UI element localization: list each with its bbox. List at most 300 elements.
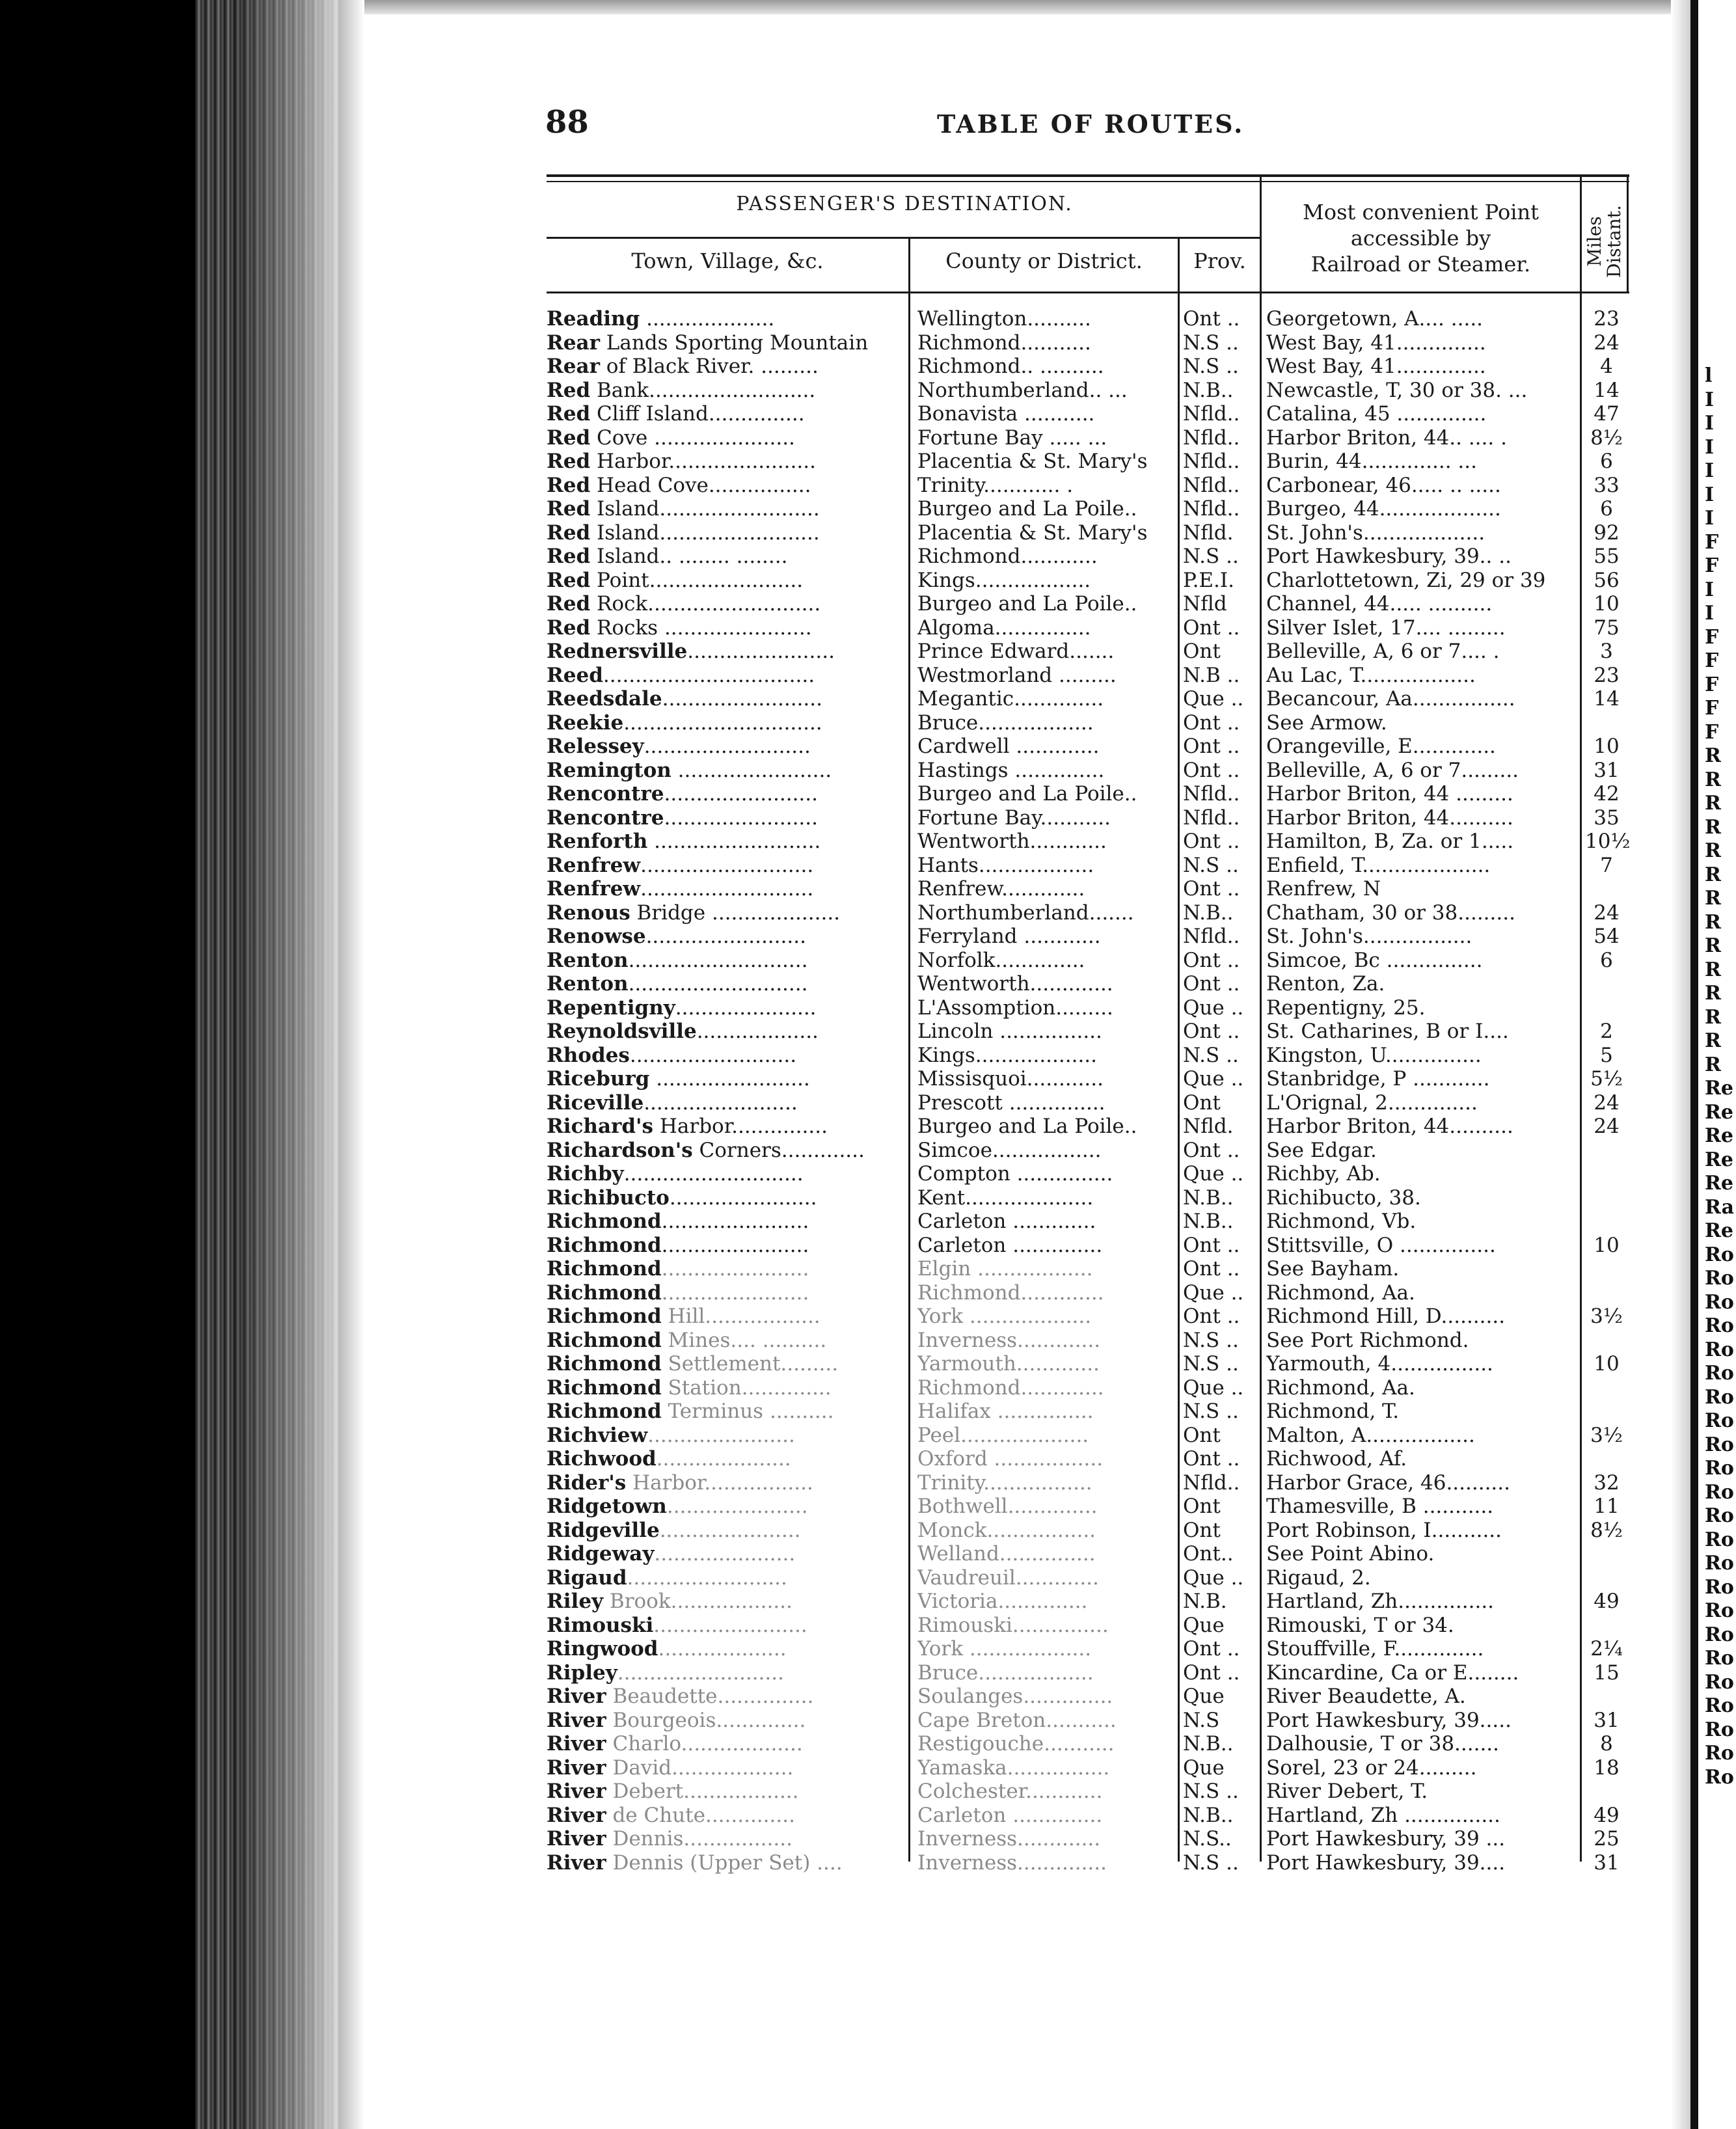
town-cell (547, 545, 908, 569)
next-page-letter: R (1705, 982, 1721, 1005)
miles-cell: 4 (1600, 355, 1613, 378)
prov-cell: N.S (1183, 1709, 1220, 1732)
miles-cell: 6 (1600, 949, 1613, 972)
town-cell (547, 1400, 908, 1424)
point-cell: Harbor Briton, 44.......... (1266, 1115, 1513, 1138)
point-cell: Silver Islet, 17.... ......... (1266, 616, 1506, 640)
table-row (0, 1851, 1736, 1875)
town-cell (547, 1210, 908, 1234)
prov-cell: N.B. (1183, 1590, 1227, 1613)
town-first-word: Red (547, 545, 591, 568)
county-cell: Prince Edward....... (917, 640, 1115, 663)
town-cell (547, 1447, 908, 1471)
point-cell: Rimouski, T or 34. (1266, 1614, 1454, 1637)
prov-cell: Que (1183, 1685, 1225, 1708)
column-header-miles-text (1585, 205, 1624, 278)
town-cell (547, 1519, 908, 1543)
town-first-word: Riceville (547, 1091, 644, 1115)
town-first-word: Reynoldsville (547, 1020, 697, 1043)
town-rest: of Black River. ......... (599, 355, 819, 378)
town-cell (547, 1234, 908, 1258)
town-rest: Island......................... (590, 497, 820, 521)
county-cell: Inverness............. (917, 1827, 1101, 1851)
town-rest: Terminus .......... (661, 1400, 834, 1423)
prov-cell: Nfld.. (1183, 925, 1240, 948)
table-row (0, 1281, 1736, 1305)
prov-cell: Nfld.. (1183, 782, 1240, 806)
county-cell: Burgeo and La Poile.. (917, 592, 1137, 616)
column-header-miles-line2: Distant. (1603, 205, 1625, 278)
county-cell: Cardwell ............. (917, 735, 1100, 758)
miles-cell: 24 (1594, 331, 1620, 355)
county-cell: Burgeo and La Poile.. (917, 1115, 1137, 1138)
miles-cell: 6 (1600, 450, 1613, 473)
town-cell (547, 1162, 908, 1186)
point-cell: Becancour, Aa................ (1266, 687, 1515, 711)
table-row (0, 1566, 1736, 1590)
town-rest: ........................... (640, 877, 814, 901)
town-cell (547, 1091, 908, 1115)
town-rest: ....................... (661, 1281, 809, 1305)
town-first-word: Reekie (547, 711, 624, 735)
next-page-letter: F (1705, 697, 1719, 720)
town-rest: Bridge .................... (630, 901, 841, 925)
point-cell: Burgeo, 44................... (1266, 497, 1501, 521)
county-cell: Colchester............ (917, 1780, 1103, 1803)
point-cell: Charlottetown, Zi, 29 or 39 (1266, 569, 1546, 592)
county-cell: Victoria.............. (917, 1590, 1088, 1613)
point-cell: Channel, 44..... .......... (1266, 592, 1493, 616)
town-rest: Debert.................. (606, 1780, 799, 1803)
table-row (0, 1685, 1736, 1709)
town-rest: ........................ (653, 1614, 807, 1637)
town-first-word: Renfrew (547, 854, 641, 877)
town-cell (547, 497, 908, 521)
page-top-edge (338, 0, 1692, 14)
miles-cell: 92 (1594, 521, 1620, 545)
town-first-word: Richwood (547, 1447, 657, 1471)
town-rest: Rock........................... (590, 592, 821, 616)
town-rest: .......................... (644, 735, 811, 758)
next-page-letter: I (1705, 388, 1715, 411)
prov-cell: N.S .. (1183, 1780, 1239, 1803)
prov-cell: N.B.. (1183, 379, 1234, 402)
point-cell: River Beaudette, A. (1266, 1685, 1466, 1708)
town-rest: ........................ (649, 1067, 810, 1091)
table-row (0, 687, 1736, 711)
point-cell: Hamilton, B, Za. or 1..... (1266, 830, 1514, 853)
table-row (0, 735, 1736, 759)
town-first-word: Reading (547, 307, 640, 331)
table-row (0, 1352, 1736, 1376)
prov-cell: Ont .. (1183, 735, 1240, 758)
town-cell (547, 949, 908, 973)
miles-cell: 8½ (1590, 1519, 1623, 1542)
heading-rule (547, 237, 1260, 239)
table-row (0, 1780, 1736, 1804)
point-cell: Richmond, T. (1266, 1400, 1400, 1423)
column-header-town: Town, Village, &c. (631, 249, 824, 273)
town-rest: Dennis (Upper Set) .... (606, 1851, 843, 1875)
table-row (0, 1186, 1736, 1210)
county-cell: Carleton .............. (917, 1804, 1103, 1827)
table-row (0, 830, 1736, 854)
miles-cell: 49 (1594, 1804, 1620, 1827)
prov-cell: Que .. (1183, 996, 1244, 1020)
next-page-letter: F (1705, 554, 1719, 577)
point-cell: Dalhousie, T or 38....... (1266, 1732, 1500, 1756)
prov-cell: Nfld.. (1183, 497, 1240, 521)
town-first-word: Rimouski (547, 1614, 654, 1637)
point-cell: See Edgar. (1266, 1139, 1377, 1162)
point-cell: Port Hawkesbury, 39.. .. (1266, 545, 1512, 568)
prov-cell: Ont .. (1183, 1257, 1240, 1281)
county-cell: Vaudreuil............. (917, 1566, 1099, 1590)
point-cell: Kincardine, Ca or E........ (1266, 1661, 1519, 1685)
miles-cell: 49 (1594, 1590, 1620, 1613)
miles-cell: 31 (1594, 1709, 1620, 1732)
miles-cell: 10 (1594, 592, 1620, 616)
county-cell: Halifax ............... (917, 1400, 1094, 1423)
town-first-word: Red (547, 402, 591, 426)
next-page-letter: Ro (1705, 1291, 1734, 1314)
point-cell: Richby, Ab. (1266, 1162, 1381, 1186)
destination-heading: PASSENGER'S DESTINATION. (736, 193, 1073, 215)
county-cell: Richmond............ (917, 545, 1098, 568)
miles-cell: 47 (1594, 402, 1620, 426)
miles-cell: 2 (1600, 1020, 1613, 1043)
table-row (0, 949, 1736, 973)
town-rest: .................... (658, 1637, 787, 1661)
point-cell: L'Orignal, 2.............. (1266, 1091, 1478, 1115)
next-page-letter: R (1705, 768, 1721, 791)
county-cell: York ................... (917, 1305, 1092, 1328)
town-rest: ...................... (666, 1495, 808, 1518)
town-rest: ........................ (664, 782, 818, 806)
county-cell: Trinity............ . (917, 474, 1074, 497)
point-cell: Port Hawkesbury, 39.... (1266, 1851, 1506, 1875)
table-row (0, 972, 1736, 996)
town-first-word: Richmond (547, 1329, 662, 1352)
town-cell (547, 402, 908, 426)
town-cell (547, 1329, 908, 1353)
next-page-letter: R (1705, 816, 1721, 839)
town-first-word: Rider's (547, 1471, 627, 1495)
town-first-word: Red (547, 592, 591, 616)
county-cell: Megantic.............. (917, 687, 1104, 711)
prov-cell: Que (1183, 1756, 1225, 1780)
point-cell: Belleville, A, 6 or 7......... (1266, 759, 1519, 782)
miles-cell: 14 (1594, 687, 1620, 711)
town-cell (547, 521, 908, 545)
point-cell: Malton, A................. (1266, 1424, 1475, 1447)
town-first-word: Reed (547, 664, 603, 687)
miles-cell: 10 (1594, 1234, 1620, 1257)
prov-cell: N.S .. (1183, 1352, 1239, 1376)
town-cell (547, 355, 908, 379)
next-page-letter: F (1705, 649, 1719, 672)
point-cell: Chatham, 30 or 38......... (1266, 901, 1515, 925)
next-page-letter: Ro (1705, 1647, 1734, 1670)
county-cell: Wentworth............. (917, 972, 1113, 996)
prov-cell: N.S .. (1183, 1400, 1239, 1423)
town-first-word: Renowse (547, 925, 646, 948)
town-first-word: Renforth (547, 830, 648, 853)
prov-cell: Ont .. (1183, 1661, 1240, 1685)
town-rest: Point........................ (590, 569, 804, 592)
town-rest: Head Cove................ (590, 474, 811, 497)
town-cell (547, 1542, 908, 1566)
miles-cell: 33 (1594, 474, 1620, 497)
point-cell: Sorel, 23 or 24......... (1266, 1756, 1477, 1780)
point-cell: Hartland, Zh............... (1266, 1590, 1495, 1613)
town-first-word: Red (547, 616, 591, 640)
point-cell: Richmond Hill, D.......... (1266, 1305, 1506, 1328)
town-cell (547, 1851, 908, 1875)
town-first-word: River (547, 1732, 606, 1756)
point-cell: Belleville, A, 6 or 7.... . (1266, 640, 1500, 663)
town-first-word: Red (547, 426, 591, 450)
table-row (0, 925, 1736, 949)
town-rest: Hill.................. (661, 1305, 821, 1328)
town-rest: ....................... (661, 1234, 809, 1257)
next-page-letter: l (1705, 364, 1713, 387)
town-cell (547, 640, 908, 664)
table-row (0, 782, 1736, 806)
point-cell: Richmond, Aa. (1266, 1281, 1415, 1305)
county-cell: Lincoln ................ (917, 1020, 1102, 1043)
prov-cell: Nfld.. (1183, 402, 1240, 426)
miles-cell: 3½ (1590, 1424, 1623, 1447)
town-rest: Harbor............... (653, 1115, 828, 1138)
town-rest: ...................... (675, 996, 817, 1020)
point-cell: St. Catharines, B or I.... (1266, 1020, 1509, 1043)
next-page-letter: R (1705, 792, 1721, 815)
table-row (0, 854, 1736, 878)
town-first-word: Richardson's (547, 1139, 693, 1162)
point-cell: Thamesville, B ........... (1266, 1495, 1494, 1518)
town-rest: ............................... (623, 711, 822, 735)
table-row (0, 1519, 1736, 1543)
prov-cell: P.E.I. (1183, 569, 1235, 592)
miles-cell: 56 (1594, 569, 1620, 592)
town-cell (547, 1305, 908, 1329)
county-cell: Inverness.............. (917, 1851, 1107, 1875)
town-first-word: River (547, 1804, 606, 1827)
county-cell: Wellington.......... (917, 307, 1091, 331)
town-first-word: Rigaud (547, 1566, 627, 1590)
town-first-word: Renous (547, 901, 631, 925)
town-rest: Island......................... (590, 521, 820, 545)
table-row (0, 1067, 1736, 1091)
prov-cell: Ont .. (1183, 1139, 1240, 1162)
town-first-word: Richmond (547, 1400, 662, 1423)
county-cell: Fortune Bay ..... ... (917, 426, 1107, 450)
column-header-miles-line1: Miles (1584, 216, 1605, 267)
town-first-word: Richmond (547, 1376, 662, 1400)
town-rest: ....................... (661, 1257, 809, 1281)
next-page-letter: Ro (1705, 1718, 1734, 1741)
point-cell: Au Lac, T.................. (1266, 664, 1476, 687)
county-cell: Missisquoi............ (917, 1067, 1104, 1091)
next-page-letter: Ro (1705, 1314, 1734, 1337)
prov-cell: N.S .. (1183, 355, 1239, 378)
point-cell: Catalina, 45 .............. (1266, 402, 1487, 426)
next-page-letter: R (1705, 911, 1721, 934)
table-row (0, 616, 1736, 640)
town-rest: ................................. (603, 664, 815, 687)
point-cell: See Armow. (1266, 711, 1387, 735)
miles-cell: 5½ (1590, 1067, 1623, 1091)
prov-cell: N.B.. (1183, 1186, 1234, 1210)
miles-cell: 3 (1600, 640, 1613, 663)
table-row (0, 1210, 1736, 1234)
town-rest: Harbor....................... (590, 450, 816, 473)
table-row (0, 640, 1736, 664)
prov-cell: Ont .. (1183, 830, 1240, 853)
county-cell: Burgeo and La Poile.. (917, 497, 1137, 521)
town-first-word: Riley (547, 1590, 604, 1613)
page-title: TABLE OF ROUTES. (937, 109, 1245, 139)
town-cell (547, 1804, 908, 1828)
town-rest: Bank.......................... (590, 379, 816, 402)
town-cell (547, 687, 908, 711)
town-first-word: Richmond (547, 1234, 662, 1257)
county-cell: Inverness............. (917, 1329, 1101, 1352)
town-cell (547, 972, 908, 996)
table-row (0, 1471, 1736, 1495)
table-row (0, 1590, 1736, 1614)
prov-cell: N.S .. (1183, 331, 1239, 355)
next-page-letter: Ro (1705, 1576, 1734, 1599)
county-cell: Carleton .............. (917, 1234, 1103, 1257)
miles-cell: 24 (1594, 1115, 1620, 1138)
county-cell: Fortune Bay........... (917, 806, 1111, 830)
town-cell (547, 1139, 908, 1163)
town-rest: Cliff Island............... (590, 402, 805, 426)
table-row (0, 355, 1736, 379)
next-page-letter: Re (1705, 1077, 1734, 1100)
point-cell: See Bayham. (1266, 1257, 1400, 1281)
prov-cell: N.B.. (1183, 1210, 1234, 1233)
town-first-word: Rhodes (547, 1044, 630, 1067)
town-first-word: Reedsdale (547, 687, 662, 711)
prov-cell: Que .. (1183, 1566, 1244, 1590)
town-rest: ............................ (623, 1162, 804, 1186)
next-page-letter: I (1705, 483, 1715, 506)
town-rest: ........................ (644, 1091, 798, 1115)
prov-cell: Ont .. (1183, 972, 1240, 996)
county-cell: Bothwell.............. (917, 1495, 1098, 1518)
next-page-letter: F (1705, 721, 1719, 744)
town-rest: Island.. ........ ........ (590, 545, 788, 568)
miles-cell: 31 (1594, 1851, 1620, 1875)
town-rest: Station.............. (661, 1376, 832, 1400)
table-row (0, 1020, 1736, 1044)
point-cell: See Point Abino. (1266, 1542, 1435, 1566)
town-first-word: Ringwood (547, 1637, 658, 1661)
county-cell: Yamaska................ (917, 1756, 1110, 1780)
next-page-letter: I (1705, 602, 1715, 625)
point-cell: Hartland, Zh ............... (1266, 1804, 1500, 1827)
page-number: 88 (545, 104, 589, 141)
column-header-point-line1: Most convenient Point (1303, 200, 1539, 224)
prov-cell: N.S .. (1183, 1329, 1239, 1352)
table-row (0, 1827, 1736, 1851)
town-first-word: River (547, 1851, 606, 1875)
column-header-point (1262, 199, 1580, 277)
miles-cell: 2¼ (1590, 1637, 1623, 1661)
next-page-letter: I (1705, 578, 1715, 601)
next-page-letter: Re (1705, 1101, 1734, 1124)
town-rest: Charlo................... (606, 1732, 803, 1756)
prov-cell: Nfld (1183, 592, 1227, 616)
point-cell: Enfield, T.................... (1266, 854, 1491, 877)
point-cell: Renfrew, N (1266, 877, 1381, 901)
prov-cell: Nfld. (1183, 1115, 1234, 1138)
table-row (0, 1044, 1736, 1068)
county-cell: Ferryland ............ (917, 925, 1101, 948)
prov-cell: Nfld.. (1183, 450, 1240, 473)
town-cell (547, 1186, 908, 1210)
miles-cell: 10 (1594, 1352, 1620, 1376)
table-row (0, 450, 1736, 474)
prov-cell: N.S .. (1183, 1851, 1239, 1875)
point-cell: Stittsville, O ............... (1266, 1234, 1496, 1257)
table-row (0, 426, 1736, 450)
next-page-letter: Ro (1705, 1552, 1734, 1575)
town-cell (547, 592, 908, 616)
point-cell: River Debert, T. (1266, 1780, 1428, 1803)
town-first-word: Red (547, 521, 591, 545)
prov-cell: Ont .. (1183, 616, 1240, 640)
next-page-letter: Ro (1705, 1481, 1734, 1504)
prov-cell: N.B.. (1183, 901, 1234, 925)
next-page-letter: Ro (1705, 1243, 1734, 1266)
prov-cell: Ont (1183, 1424, 1221, 1447)
county-cell: Richmond........... (917, 331, 1091, 355)
town-cell (547, 1590, 908, 1614)
table-row (0, 877, 1736, 901)
prov-cell: N.B.. (1183, 1804, 1234, 1827)
county-cell: Elgin .................. (917, 1257, 1093, 1281)
table-row (0, 1756, 1736, 1780)
town-rest: ....................... (687, 640, 835, 663)
town-cell (547, 1115, 908, 1139)
column-header-prov: Prov. (1193, 249, 1246, 273)
point-cell: Simcoe, Bc ............... (1266, 949, 1483, 972)
town-cell (547, 1257, 908, 1281)
town-rest: Rocks ....................... (590, 616, 812, 640)
county-cell: Monck................. (917, 1519, 1096, 1542)
next-page-letter: Ro (1705, 1694, 1734, 1717)
point-cell: Newcastle, T, 30 or 38. ... (1266, 379, 1528, 402)
town-first-word: Ridgeway (547, 1542, 655, 1566)
prov-cell: N.S.. (1183, 1827, 1232, 1851)
county-cell: Renfrew............. (917, 877, 1085, 901)
town-rest: Dennis................. (606, 1827, 793, 1851)
miles-cell: 35 (1594, 806, 1620, 830)
table-row (0, 402, 1736, 426)
county-cell: Welland............... (917, 1542, 1096, 1566)
town-first-word: River (547, 1756, 606, 1780)
prov-cell: N.B .. (1183, 664, 1240, 687)
county-cell: Compton ............... (917, 1162, 1113, 1186)
point-cell: Richmond, Aa. (1266, 1376, 1415, 1400)
town-first-word: River (547, 1685, 606, 1708)
table-row (0, 307, 1736, 331)
town-first-word: Richmond (547, 1257, 662, 1281)
